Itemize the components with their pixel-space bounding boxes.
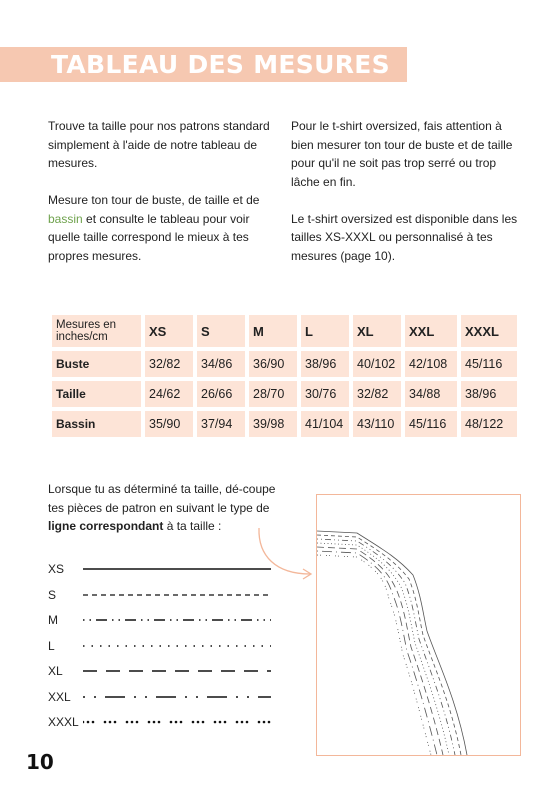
instruction-text: à ta taille : (163, 519, 222, 533)
pattern-lines-illustration (317, 495, 520, 755)
row-label: Bassin (52, 411, 141, 437)
table-corner-label: Mesures en inches/cm (52, 315, 141, 347)
oversized-paragraph-2: Le t-shirt oversized est disponible dans les tailles XS-XXXL ou personnalisé à tes mesures (page 10). (291, 211, 518, 263)
table-cell: 39/98 (249, 411, 297, 437)
size-header: XS (145, 315, 193, 347)
size-header: XXXL (461, 315, 517, 347)
legend-item (48, 610, 288, 636)
paragraph-text: Mesure ton tour de buste, de taille et de (48, 193, 260, 207)
table-cell: 34/86 (197, 351, 245, 377)
size-header: XXL (405, 315, 457, 347)
table-cell: 26/66 (197, 381, 245, 407)
legend-label: S (48, 587, 57, 602)
pattern-illustration (316, 494, 521, 756)
legend-item (48, 559, 288, 585)
instruction-bold-text: ligne correspondant (48, 519, 164, 533)
heavy-dot-line-sample (83, 718, 273, 726)
table-cell: 48/122 (461, 411, 517, 437)
oversized-paragraph-1: Pour le t-shirt oversized, fais attention à bien mesurer ton tour de buste et de taille pour qu'il ne soit pas trop serré ou trop lâche en fin. (291, 119, 513, 189)
highlighted-word: bassin (48, 211, 83, 226)
dotted-line-sample (83, 642, 273, 650)
legend-label: XXL (48, 689, 71, 704)
table-cell: 32/82 (353, 381, 401, 407)
cutting-instruction (48, 480, 278, 536)
intro-left (48, 117, 273, 284)
legend-item (48, 661, 288, 687)
size-table (48, 311, 521, 441)
dashed-line-sample (83, 591, 273, 599)
dash-dot-long-line-sample (83, 693, 273, 701)
table-cell: 38/96 (301, 351, 349, 377)
intro-paragraph-2 (48, 191, 273, 265)
intro-paragraph-1: Trouve ta taille pour nos patrons standard simplement à l'aide de notre tableau de mesures. (48, 119, 270, 170)
table-row-bassin (52, 411, 517, 437)
table-cell: 24/62 (145, 381, 193, 407)
legend-label: XL (48, 664, 63, 678)
table-cell: 41/104 (301, 411, 349, 437)
table-cell: 28/70 (249, 381, 297, 407)
table-row-taille (52, 381, 517, 407)
legend-item (48, 636, 288, 662)
page-number: 10 (26, 750, 54, 774)
line-legend (48, 559, 288, 738)
table-row-buste (52, 351, 517, 377)
table-cell: 36/90 (249, 351, 297, 377)
table-cell: 42/108 (405, 351, 457, 377)
table-cell: 32/82 (145, 351, 193, 377)
legend-label: XXXL (48, 715, 79, 729)
table-header-row (52, 315, 517, 347)
legend-label: L (48, 638, 55, 653)
size-header: M (249, 315, 297, 347)
legend-item (48, 687, 288, 713)
size-header: L (301, 315, 349, 347)
legend-label: XS (48, 562, 65, 576)
table-cell: 37/94 (197, 411, 245, 437)
table-cell: 38/96 (461, 381, 517, 407)
paragraph-text: et consulte le tableau pour voir quelle taille correspond le mieux à tes propres mesures. (48, 211, 250, 263)
table-cell: 35/90 (145, 411, 193, 437)
solid-line-sample (83, 565, 273, 573)
table-cell: 43/110 (353, 411, 401, 437)
instruction-text: Lorsque tu as déterminé ta taille, dé-coupe tes pièces de patron en suivant le type de (48, 482, 276, 515)
legend-item (48, 585, 288, 611)
table-cell: 45/116 (461, 351, 517, 377)
page-title: TABLEAU DES MESURES (51, 50, 390, 79)
table-cell: 34/88 (405, 381, 457, 407)
row-label: Buste (52, 351, 141, 377)
table-cell: 30/76 (301, 381, 349, 407)
size-header: XL (353, 315, 401, 347)
curved-arrow-icon (256, 526, 316, 580)
size-header: S (197, 315, 245, 347)
legend-label: M (48, 613, 58, 627)
dash-dot-line-sample (83, 616, 273, 624)
long-dash-line-sample (83, 667, 273, 675)
intro-right (291, 117, 521, 284)
table-cell: 40/102 (353, 351, 401, 377)
legend-item (48, 712, 288, 738)
table-cell: 45/116 (405, 411, 457, 437)
row-label: Taille (52, 381, 141, 407)
